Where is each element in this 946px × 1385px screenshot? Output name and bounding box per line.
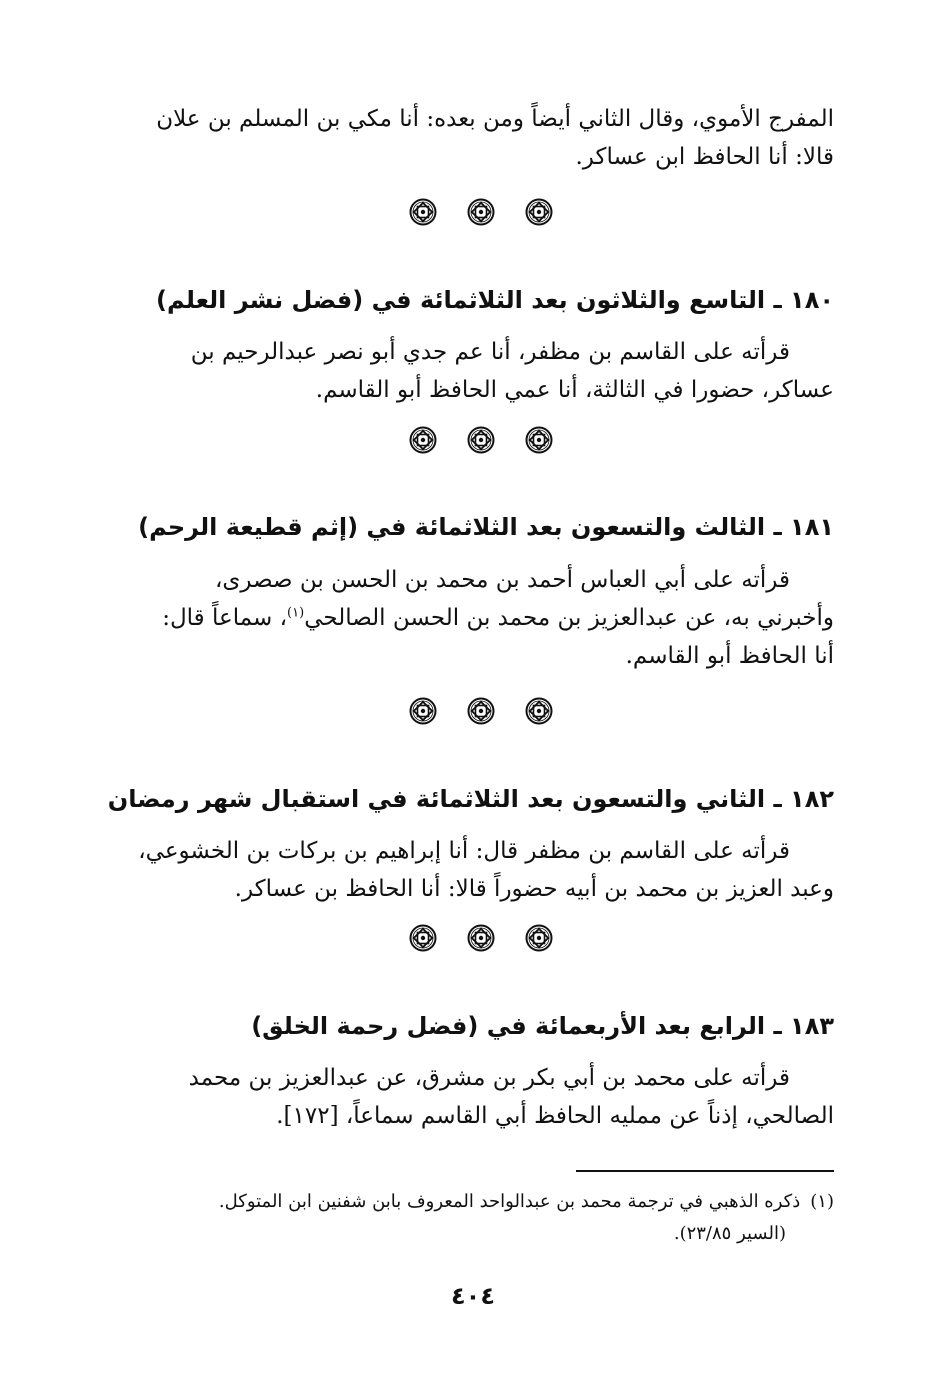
ornament-divider bbox=[0, 697, 946, 725]
paragraph-line: وعبد العزيز بن محمد بن أبيه حضوراً قالا: أنا الحافظ بن عساكر. bbox=[234, 876, 834, 902]
ornament-divider bbox=[0, 924, 946, 952]
knot-ornament-icon bbox=[467, 426, 495, 454]
paragraph-line bbox=[82, 599, 834, 637]
footnote-reference[interactable]: (١) bbox=[287, 605, 305, 621]
footnote-text: ذكره الذهبي في ترجمة محمد بن عبدالواحد المعروف بابن شفنين ابن المتوكل. bbox=[218, 1191, 801, 1212]
knot-ornament-icon bbox=[409, 426, 437, 454]
section-heading: ١٨٢ ـ الثاني والتسعون بعد الثلاثمائة في استقبال شهر رمضان bbox=[107, 785, 834, 813]
knot-ornament-icon bbox=[525, 924, 553, 952]
paragraph-line: قرأته على القاسم بن مظفر، أنا عم جدي أبو نصر عبدالرحيم بن bbox=[190, 339, 790, 365]
paragraph-line: قرأته على محمد بن أبي بكر بن مشرق، عن عبدالعزيز بن محمد bbox=[188, 1065, 790, 1091]
paragraph-line: قالا: أنا الحافظ ابن عساكر. bbox=[575, 144, 834, 170]
footnote-separator bbox=[576, 1170, 834, 1172]
knot-ornament-icon bbox=[409, 924, 437, 952]
knot-ornament-icon bbox=[467, 697, 495, 725]
section-heading: ١٨٣ ـ الرابع بعد الأربعمائة في (فضل رحمة الخلق) bbox=[251, 1012, 834, 1040]
paragraph-top bbox=[82, 100, 834, 176]
footnote-number: (١) bbox=[810, 1191, 834, 1212]
section-body bbox=[82, 561, 834, 675]
knot-ornament-icon bbox=[467, 924, 495, 952]
knot-ornament-icon bbox=[525, 697, 553, 725]
section-body bbox=[82, 832, 834, 908]
paragraph-text: ، سماعاً قال: bbox=[162, 605, 288, 631]
paragraph-line: قرأته على القاسم بن مظفر قال: أنا إبراهيم بن بركات بن الخشوعي، bbox=[138, 838, 790, 864]
knot-ornament-icon bbox=[467, 198, 495, 226]
knot-ornament-icon bbox=[525, 198, 553, 226]
paragraph-line: قرأته على أبي العباس أحمد بن محمد بن الحسن بن صصرى، bbox=[214, 567, 790, 593]
paragraph-line: الصالحي، إذناً عن ممليه الحافظ أبي القاسم سماعاً، [١٧٢]. bbox=[276, 1103, 834, 1129]
section-heading: ١٨٠ ـ التاسع والثلاثون بعد الثلاثمائة في (فضل نشر العلم) bbox=[156, 286, 834, 314]
section-body bbox=[82, 1059, 834, 1135]
knot-ornament-icon bbox=[409, 697, 437, 725]
paragraph-line: أنا الحافظ أبو القاسم. bbox=[625, 643, 834, 669]
paragraph-text: وأخبرني به، عن عبدالعزيز بن محمد بن الحسن الصالحي bbox=[304, 605, 834, 631]
section-body bbox=[82, 333, 834, 409]
ornament-divider bbox=[0, 198, 946, 226]
paragraph-line: المفرج الأموي، وقال الثاني أيضاً ومن بعده: أنا مكي بن المسلم بن علان bbox=[156, 106, 834, 132]
ornament-divider bbox=[0, 426, 946, 454]
section-heading: ١٨١ ـ الثالث والتسعون بعد الثلاثمائة في (إثم قطيعة الرحم) bbox=[138, 513, 834, 541]
paragraph-line: عساكر، حضورا في الثالثة، أنا عمي الحافظ أبو القاسم. bbox=[315, 377, 834, 403]
knot-ornament-icon bbox=[409, 198, 437, 226]
footnote bbox=[82, 1186, 834, 1250]
page-number: ٤٠٤ bbox=[451, 1282, 495, 1310]
footnote-line bbox=[82, 1186, 834, 1218]
footnote-line: (السير ٢٣/٨٥). bbox=[673, 1223, 786, 1244]
knot-ornament-icon bbox=[525, 426, 553, 454]
